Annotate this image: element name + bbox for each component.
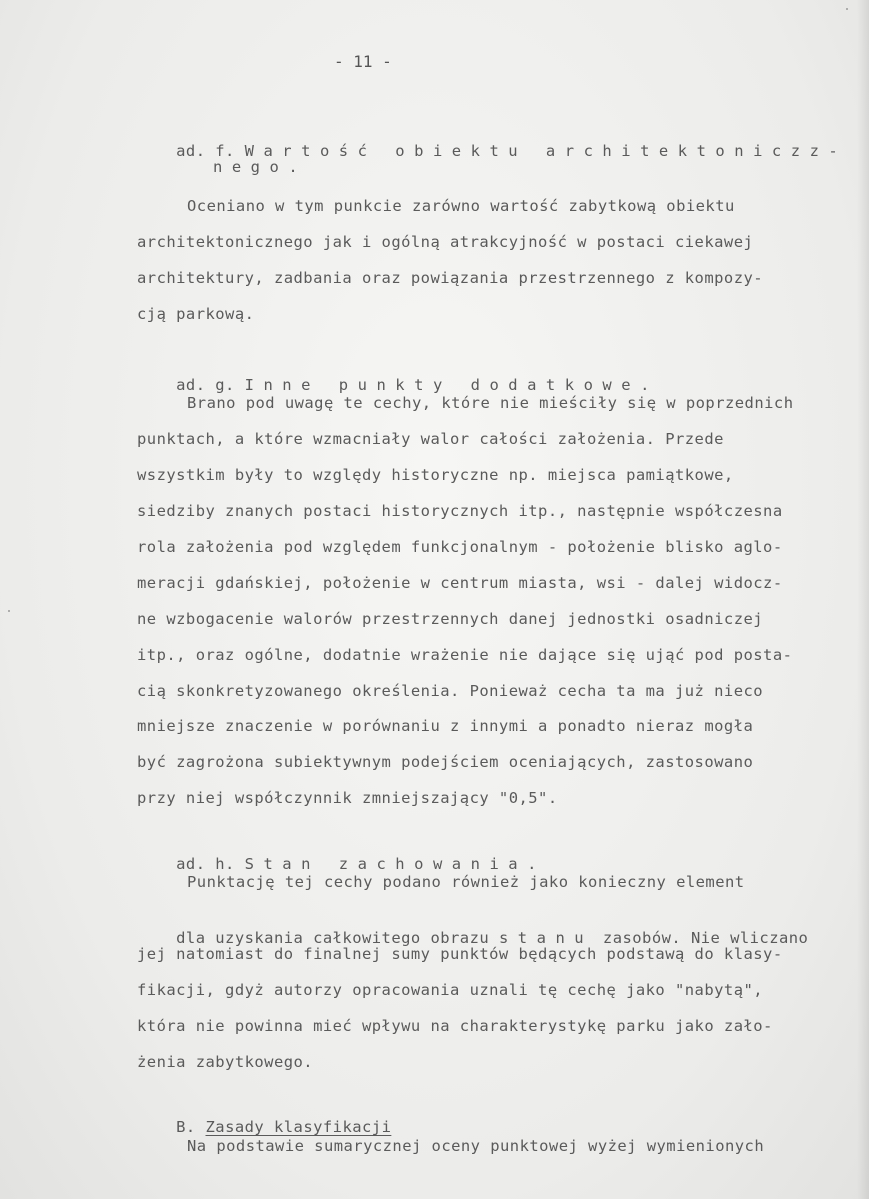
text-line: cją parkową. xyxy=(137,305,255,323)
scan-speck xyxy=(846,8,848,10)
text-line: Punktację tej cechy podano również jako konieczny element xyxy=(187,873,745,891)
text-line: cią skonkretyzowanego określenia. Ponieważ cecha ta ma już nieco xyxy=(137,682,764,700)
heading-ad-h-title: Stan zachowania. xyxy=(244,855,546,873)
text-line: punktach, a które wzmacniały walor całości założenia. Przede xyxy=(137,430,724,448)
scan-speck xyxy=(8,610,10,612)
section-b-prefix: B. xyxy=(176,1118,206,1136)
text-line: itp., oraz ogólne, dodatnie wrażenie nie dające się ująć pod posta- xyxy=(137,646,793,664)
page-number: - 11 - xyxy=(334,52,392,71)
text-line: Brano pod uwagę te cechy, które nie mieściły się w poprzednich xyxy=(187,394,794,412)
text-line: architektury, zadbania oraz powiązania przestrzennego z kompozy- xyxy=(137,269,764,287)
heading-ad-f-continuation: nego. xyxy=(213,158,308,176)
text-line: rola założenia pod względem funkcjonalnym - położenie blisko aglo- xyxy=(137,538,783,556)
text-line: mniejsze znaczenie w porównaniu z innymi a ponadto nieraz mogła xyxy=(137,717,754,735)
text-line: siedziby znanych postaci historycznych itp., następnie współczesna xyxy=(137,502,783,520)
text-line: jej natomiast do finalnej sumy punktów będących podstawą do klasy- xyxy=(137,945,783,963)
page-edge-shadow xyxy=(857,0,869,1199)
text-line: Oceniano w tym punkcie zarówno wartość zabytkową obiektu xyxy=(187,197,735,215)
heading-ad-h-prefix: ad. h. xyxy=(176,855,245,873)
text-emphasis-spaced: stanu xyxy=(498,929,594,947)
text-line: fikacji, gdyż autorzy opracowania uznali tę cechę jako "nabytą", xyxy=(137,981,764,999)
text-line: meracji gdańskiej, położenie w centrum miasta, wsi - dalej widocz- xyxy=(137,574,783,592)
text-line: która nie powinna mieć wpływu na charakterystykę parku jako zało- xyxy=(137,1017,773,1035)
text-line: Na podstawie sumarycznej oceny punktowej wyżej wymienionych xyxy=(187,1137,765,1155)
text-segment: dla uzyskania całkowitego obrazu xyxy=(176,929,499,947)
text-line: ne wzbogacenie walorów przestrzennych danej jednostki osadniczej xyxy=(137,610,764,628)
text-segment: zasobów. Nie wliczano xyxy=(593,929,809,947)
heading-ad-f-title: Wartość obiektu architektoniczz- xyxy=(244,142,848,160)
heading-ad-f-prefix: ad. f. xyxy=(176,142,245,160)
text-line: być zagrożona subiektywnym podejściem oceniających, zastosowano xyxy=(137,753,754,771)
text-line: architektonicznego jak i ogólną atrakcyjność w postaci ciekawej xyxy=(137,233,754,251)
text-line: przy niej współczynnik zmniejszający "0,5". xyxy=(137,789,558,807)
text-line: wszystkim były to względy historyczne np. miejsca pamiątkowe, xyxy=(137,466,734,484)
heading-ad-g-prefix: ad. g. xyxy=(176,376,245,394)
text-line: żenia zabytkowego. xyxy=(137,1053,314,1071)
section-b-title: Zasady klasyfikacji xyxy=(205,1118,392,1136)
heading-ad-g-title: Inne punkty dodatkowe. xyxy=(244,376,659,394)
